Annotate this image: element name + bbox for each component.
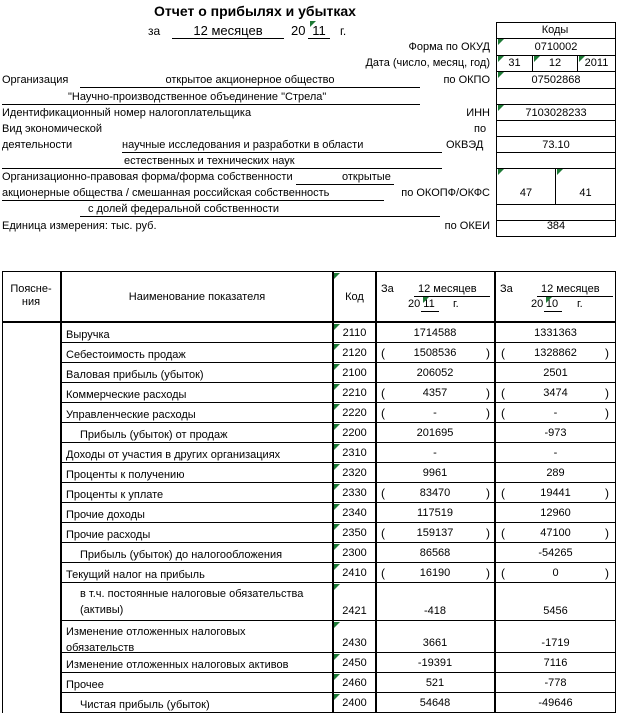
row-code: 2110 [342, 327, 367, 339]
row-name: Прибыль (убыток) до налогообложения [80, 549, 283, 561]
row-value-previous: 7116 [543, 657, 568, 669]
parenthesis-mark: ( [501, 386, 505, 400]
parenthesis-mark: ( [381, 346, 385, 360]
okved-label-2: ОКВЭД [446, 139, 484, 151]
legal-form-line3: с долей федеральной собственности [88, 203, 280, 215]
cell-marker [334, 584, 340, 590]
row-name: Доходы от участия в других организациях [66, 449, 281, 461]
activity-label-1: Вид экономической [2, 123, 103, 135]
col-header-cur-g: г. [453, 298, 459, 310]
col-header-name: Наименование показателя [128, 291, 266, 303]
parenthesis-mark: ) [605, 486, 609, 500]
okpo-value: 07502868 [531, 74, 581, 86]
cell-marker [334, 464, 340, 470]
inn-label: ИНН [466, 107, 490, 119]
row-name: Чистая прибыль (убыток) [80, 699, 210, 711]
cell-marker [334, 324, 340, 330]
row-value-current: -418 [423, 605, 447, 617]
col-header-cur-za: За [381, 283, 394, 295]
cell-marker [334, 384, 340, 390]
row-code: 2350 [342, 527, 367, 539]
report-title: Отчет о прибылях и убытках [154, 3, 356, 19]
cell-marker [334, 564, 340, 570]
row-value-current: 201695 [416, 427, 454, 439]
row-value-previous: 289 [546, 467, 565, 479]
parenthesis-mark: ) [605, 566, 609, 580]
date-day: 31 [508, 57, 521, 69]
row-code: 2120 [342, 347, 367, 359]
parenthesis-mark: ( [381, 526, 385, 540]
row-value-previous: -778 [544, 677, 567, 689]
cell-marker [334, 404, 340, 410]
row-value-current: - [433, 447, 437, 459]
row-code: 2430 [342, 637, 367, 649]
row-code: 2310 [342, 447, 367, 459]
cell-marker [334, 424, 340, 430]
okopf-label: по ОКОПФ/ОКФС [401, 187, 490, 199]
row-name: Прибыль (убыток) от продаж [80, 429, 228, 441]
col-header-prev-period: 12 месяцев [541, 283, 600, 295]
row-code: 2450 [342, 657, 367, 669]
row-value-previous: 2501 [543, 367, 568, 379]
row-code: 2300 [342, 547, 367, 559]
cell-marker [334, 654, 340, 660]
cell-marker [334, 694, 340, 700]
row-code: 2210 [342, 387, 367, 399]
row-value-current: 1508536 [413, 347, 457, 359]
okud-label: Форма по ОКУД [408, 41, 490, 53]
cell-marker [334, 444, 340, 450]
row-name: Изменение отложенных налоговых активов [66, 659, 289, 671]
legal-form-line2: акционерные общества / смешанная российская собственность [2, 187, 330, 199]
codes-label: Коды [541, 24, 569, 36]
date-year: 2011 [584, 57, 609, 69]
parenthesis-mark: ( [501, 566, 505, 580]
row-value-current: 159137 [416, 527, 454, 539]
col-header-cur-period: 12 месяцев [418, 283, 477, 295]
row-value-current: 16190 [419, 567, 451, 579]
parenthesis-mark: ( [501, 486, 505, 500]
row-name: Текущий налог на прибыль [66, 569, 205, 581]
period-prefix: за [148, 24, 161, 38]
row-code: 2330 [342, 487, 367, 499]
cell-marker [334, 674, 340, 680]
parenthesis-mark: ) [605, 386, 609, 400]
row-name: в т.ч. постоянные налоговые обязательства (активы) [80, 588, 304, 616]
col-header-code: Код [345, 291, 364, 303]
col-header-prev-za: За [500, 283, 513, 295]
row-value-current: - [433, 407, 437, 419]
okfs-value: 41 [579, 187, 592, 199]
parenthesis-mark: ( [381, 486, 385, 500]
row-value-previous: -49646 [538, 697, 573, 709]
cell-marker [334, 273, 340, 279]
parenthesis-mark: ) [605, 346, 609, 360]
row-name: Управленческие расходы [66, 409, 196, 421]
row-name: Прочее [66, 679, 104, 691]
row-value-current: 206052 [416, 367, 454, 379]
row-value-previous: 19441 [540, 487, 571, 499]
parenthesis-mark: ) [486, 406, 490, 420]
row-value-previous: 47100 [540, 527, 571, 539]
parenthesis-mark: ) [605, 406, 609, 420]
org-label: Организация [2, 74, 69, 86]
row-value-current: 117519 [417, 507, 453, 519]
row-name: Изменение отложенных налоговых обязательств [66, 626, 246, 654]
cell-marker [334, 544, 340, 550]
row-code: 2460 [342, 677, 367, 689]
unit-label: Единица измерения: тыс. руб. [2, 220, 157, 232]
row-code: 2400 [342, 697, 367, 709]
legal-form-label: Организационно-правовая форма/форма собственности [2, 171, 293, 183]
col-header-note: Поясне- ния [10, 283, 52, 308]
col-header-cur-ys: 11 [423, 298, 435, 310]
row-value-previous: 1331363 [534, 327, 577, 339]
date-label: Дата (число, месяц, год) [365, 57, 490, 69]
cell-marker [546, 297, 552, 303]
cell-marker [334, 484, 340, 490]
col-header-prev-yp: 20 [531, 298, 544, 310]
row-code: 2340 [342, 507, 367, 519]
row-name: Проценты к уплате [66, 489, 164, 501]
cell-marker [423, 297, 429, 303]
row-name: Коммерческие расходы [66, 389, 187, 401]
row-name: Выручка [66, 329, 110, 341]
parenthesis-mark: ( [381, 406, 385, 420]
row-value-current: 521 [425, 677, 445, 689]
legal-form-line1: открытые [342, 171, 391, 183]
activity-value-2: естественных и технических наук [124, 155, 295, 167]
row-name: Прочие расходы [66, 529, 151, 541]
row-name: Проценты к получению [66, 469, 185, 481]
parenthesis-mark: ) [605, 526, 609, 540]
okved-value: 73.10 [542, 139, 570, 151]
cell-marker [334, 344, 340, 350]
org-name-line1: открытое акционерное общество [165, 74, 335, 86]
row-name: Прочие доходы [66, 509, 145, 521]
row-code: 2320 [342, 467, 367, 479]
row-value-previous: 3474 [543, 387, 568, 399]
row-value-previous: 12960 [540, 507, 571, 519]
parenthesis-mark: ) [486, 486, 490, 500]
okopf-value: 47 [519, 187, 533, 199]
date-month: 12 [548, 57, 562, 69]
okved-label-1: по [474, 123, 487, 135]
row-code: 2410 [342, 567, 367, 579]
cell-marker [334, 524, 340, 530]
okei-value: 384 [546, 220, 566, 232]
parenthesis-mark: ) [486, 566, 490, 580]
inn-value: 7103028233 [525, 107, 587, 119]
cell-marker [334, 364, 340, 370]
okei-label: по ОКЕИ [444, 220, 490, 232]
parenthesis-mark: ( [501, 526, 505, 540]
row-value-previous: - [553, 447, 558, 459]
col-header-prev-g: г. [577, 298, 583, 310]
row-value-current: 9961 [422, 467, 448, 479]
parenthesis-mark: ) [486, 386, 490, 400]
row-value-previous: 5456 [543, 605, 568, 617]
year-prefix: 20 [291, 23, 306, 38]
row-value-previous: - [553, 407, 558, 419]
row-value-current: 83470 [419, 487, 451, 499]
row-value-previous: -54265 [538, 547, 573, 559]
row-value-current: 3661 [422, 637, 448, 649]
row-code: 2200 [342, 427, 367, 439]
parenthesis-mark: ( [381, 386, 385, 400]
org-name-line2: "Научно-производственное объединение "Стрела" [68, 91, 327, 103]
year-end: г. [340, 24, 347, 38]
row-name: Валовая прибыль (убыток) [66, 369, 204, 381]
row-code: 2220 [342, 407, 367, 419]
row-code: 2100 [342, 367, 367, 379]
cell-marker [334, 622, 340, 628]
okud-value: 0710002 [534, 41, 578, 53]
row-value-current: 54648 [419, 697, 451, 709]
parenthesis-mark: ) [486, 346, 490, 360]
period-value: 12 месяцев [172, 23, 284, 39]
activity-label-2: деятельности [2, 139, 73, 151]
row-value-previous: -1719 [541, 637, 570, 649]
okpo-label: по ОКПО [443, 74, 490, 86]
parenthesis-mark: ( [501, 406, 505, 420]
row-value-current: 86568 [419, 547, 451, 559]
activity-value-1: научные исследования и разработки в области [122, 139, 364, 151]
cell-marker [334, 504, 340, 510]
inn-row-label: Идентификационный номер налогоплательщика [2, 107, 252, 119]
col-header-prev-ys: 10 [545, 298, 559, 310]
row-value-previous: 0 [552, 567, 559, 579]
row-name: Себестоимость продаж [66, 349, 186, 361]
parenthesis-mark: ( [501, 346, 505, 360]
parenthesis-mark: ( [381, 566, 385, 580]
row-code: 2421 [342, 605, 367, 617]
row-value-current: -19391 [417, 657, 453, 669]
row-value-current: 1714588 [413, 327, 457, 339]
parenthesis-mark: ) [486, 526, 490, 540]
col-header-cur-yp: 20 [408, 298, 421, 310]
row-value-previous: -973 [544, 427, 567, 439]
row-value-previous: 1328862 [534, 347, 577, 359]
row-value-current: 4357 [422, 387, 448, 399]
year-suffix: 11 [308, 23, 330, 39]
